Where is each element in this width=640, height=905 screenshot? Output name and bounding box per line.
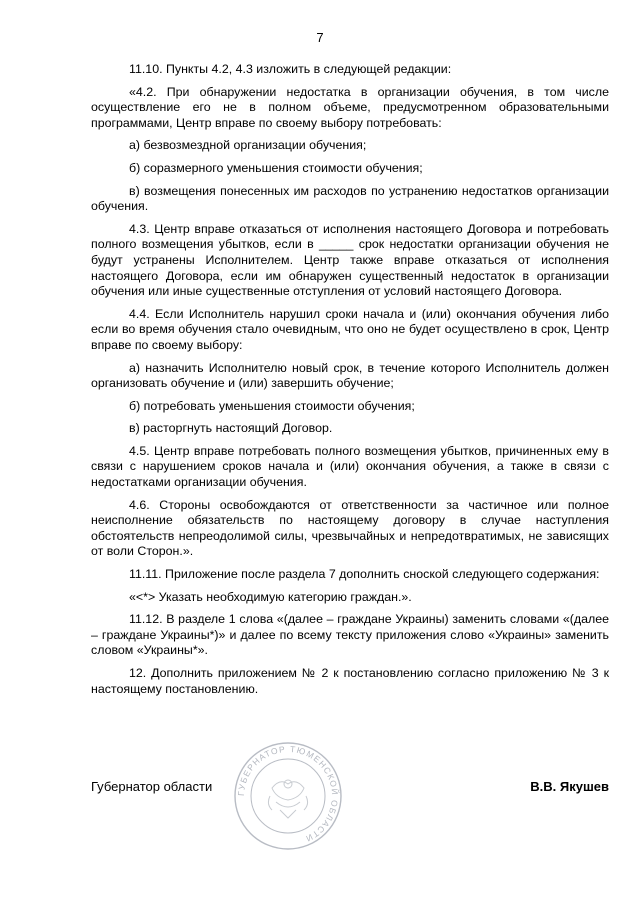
signature-block <box>91 772 609 812</box>
paragraph: б) потребовать уменьшения стоимости обучения; <box>129 398 415 413</box>
signatory-title: Губернатор области <box>91 779 213 794</box>
paragraph: а) назначить Исполнителю новый срок, в течение которого Исполнитель должен организовать обучение и (или) завершить обучение; <box>91 360 609 391</box>
paragraph: а) безвозмездной организации обучения; <box>129 138 367 153</box>
paragraph: «4.2. При обнаружении недостатка в организации обучения, в том числе осуществление его не в полном объеме, предусмотренном образовательными программами, Центр вправе по своему выбору потребовать: <box>91 84 609 130</box>
paragraph: 12. Дополнить приложением № 2 к постановлению согласно приложению № 3 к настоящему постановлению. <box>91 666 609 696</box>
paragraph: б) соразмерного уменьшения стоимости обучения; <box>129 160 423 175</box>
signatory-name: В.В. Якушев <box>530 779 609 794</box>
paragraph: 4.4. Если Исполнитель нарушил сроки начала и (или) окончания обучения либо если во время обучения стало очевидным, что оно не будет осуществлено в срок, Центр вправе по своему выбору: <box>91 306 609 352</box>
paragraph: «<*> Указать необходимую категорию граждан.». <box>129 589 412 604</box>
paragraph: 4.6. Стороны освобождаются от ответственности за частичное или полное неисполнение обязательств по настоящему договору в случае наступления обстоятельств непреодолимой силы, чрезвычайных и непредотвратимых, не зависящих от воли Сторон.». <box>91 497 609 559</box>
official-seal-stamp <box>232 740 344 852</box>
paragraph: 11.12. В разделе 1 слова «(далее – граждане Украины) заменить словами «(далее – граждане Украины*)» и далее по всему тексту приложения слово «Украины» заменить словом «Украины*». <box>91 612 609 658</box>
paragraph: в) возмещения понесенных им расходов по устранению недостатков организации обучения. <box>91 183 609 214</box>
document-body <box>91 62 609 704</box>
paragraph: в) расторгнуть настоящий Договор. <box>129 421 333 436</box>
paragraph: 11.10. Пункты 4.2, 4.3 изложить в следующей редакции: <box>129 62 452 76</box>
paragraph: 4.5. Центр вправе потребовать полного возмещения убытков, причиненных ему в связи с нарушением сроков начала и (или) окончания обучения, а также в связи с недостатками организации обучения. <box>91 443 609 490</box>
paragraph: 11.11. Приложение после раздела 7 дополнить сноской следующего содержания: <box>129 567 600 582</box>
svg-text:ГУБЕРНАТОР ТЮМЕНСКОЙ ОБЛАСТИ: ГУБЕРНАТОР ТЮМЕНСКОЙ ОБЛАСТИ <box>235 743 341 845</box>
paragraph: 4.3. Центр вправе отказаться от исполнения настоящего Договора и потребовать полного возмещения убытков, если в _____ срок недостатки организации обучения не будут устранены Исполнителем. Центр также вправе отказаться от исполнения настоящего Договора, если им обнаружен существенный недостаток в организации обучения или иные существенные отступления от условий настоящего Договора. <box>91 221 609 299</box>
page-number: 7 <box>316 30 324 45</box>
